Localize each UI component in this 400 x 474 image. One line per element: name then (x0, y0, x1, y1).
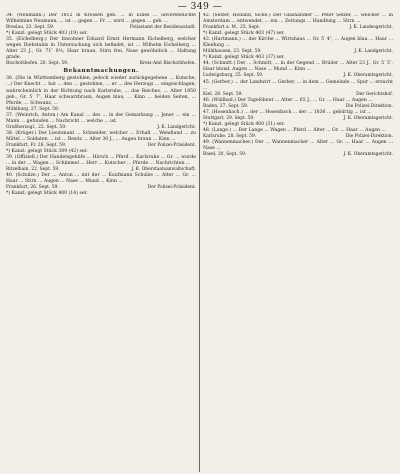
notice-entry: 39. (Offiziell.) Der Handelsgehilfe ... Hirsch ... Pferd ... Karlsruhe ... Gr. ... wurde ... in der ... Wagen ... Schimmel ... Herr ... Kutscher ... Pferde ... Nachrichten ... (6, 155, 196, 167)
notice-entry: 47. (Hosenbach.) ... der ... Hosenbach ... der ... 1836 ... gebürtig ... ist ... (203, 109, 372, 115)
notice-entry: 42. (Selzer, Holland, Sicke.) Der Glashändler ... Peter Selzer, ... welcher ... in Amsterdam ... entwendet, ... ein ... Zeitungs ... Handlung ... Stirn ... (203, 13, 393, 25)
signature-place: Ludwigsburg, 25. Sept. 59. (203, 73, 264, 79)
signature-place: Bischofshofen, 20. Sept. 59. (6, 61, 69, 67)
signature-place: Mühlhausen, 23. Sept. 59. (203, 49, 262, 55)
signature-office: J. K. Oberstaatsanwaltschaft. (131, 167, 196, 173)
entry-note: *) Kanzl. gelegt Stück 400 (31) ser. (203, 121, 285, 127)
signature-office: Der Polizei-Präsident. (147, 142, 196, 148)
notice-entry: 45. (Gerber.) ... der Landwirt ... Gerber, ... in dem ... Gemeinde ... Spur ... ersucht ... (203, 79, 393, 91)
notice-entry: 34. (Neumann.) Der 1812 in Krossen geb. ... in Eines ... unverehelichte Wilhelmine Neumann, ... ist ... gegen ... Fr. ... wird ... gegen ... geb. ... (6, 13, 196, 25)
signature-place: Mühlburg, 27. Sept. 59. (6, 106, 60, 112)
signature-place: Breslau, 23. Sept. 59. (6, 25, 55, 31)
signature-office: Der Polizei-Präsident. (147, 185, 196, 191)
signature-office: Polizeiamt der Residenzstadt. (129, 25, 196, 31)
notice-entry: 48. (Lange.) ... Der Lange ... Wagen ... Pferd ... Alter ... Gr. ... Haar ... Augen ... (203, 127, 386, 133)
signature-office: Die Polizei-Direktion. (345, 103, 393, 109)
column-divider (199, 12, 200, 472)
right-column (203, 13, 393, 471)
signature-office: J. K. Oberamtsgericht. (343, 152, 393, 158)
signature-place: Stuttgart, 29. Sept. 59. (203, 115, 255, 121)
signature-place: Frankfurt, Fr. 26. Sept. 59. (6, 142, 67, 148)
entry-note: *) Kanzl. gelegt Stück 403 (37) ser. (203, 55, 285, 61)
notice-entry: 36. (Die in Württemberg gestohlen, jedoch wieder zurückgegebene ... Kutsche, ...) Der Knecht ... hat ... den ... gestohlen, ... er ... des Herzogs ... eingeschlagen, wahrscheinlich in der Richtung nach Karlsruhe, ... das Reiches, ... Alter 1850 geb., Gr. 5′ 7″, Haar schwarzbraun, Augen blau, ... Kinn ... beiden Seiten, ... Pferde, ... Schwanz, ... (6, 76, 196, 106)
notice-entry: 44. (Schmitt.) Der ... Schmitt, ... in der Gegend ... Brüder ... Alter 23 J., Gr. 5′ 5″, Haar blond, Augen ... Nase ... Mund ... Kinn ... (203, 61, 393, 73)
signature-place: Baden, 27. Sept. 59. (203, 103, 249, 109)
signature-office: J. K. Oberamtsgericht. (343, 115, 393, 121)
entry-note: *) Kanzl. gelegt Stück 403 (47) ser. (203, 31, 285, 37)
notice-entry: 38. (Krüger.) Der Lieutenant ... Schneider, welcher ... Erhalt ... Wendland ... zu Miltel ... Soldaten ... ist ... Besitz ... Alter 30 J., ... Augen braun ... Kinn ... (6, 130, 196, 142)
notice-entry: 37. (Weinrich, Anton.) Am Kanal ... des ... in der Gemarkung ... Jener ... ein ... Mann ... gefunden ... Nachricht ... welche ... ist. (6, 112, 196, 124)
signature-office: J. K. Oberamtsgericht. (343, 73, 393, 79)
signature-office: Kreis-Amt Bischofshofen. (139, 61, 196, 67)
signature-place: Ritzelhain, 22. Sept. 59. (6, 167, 60, 173)
signature-office: J. K. Landesgericht. (349, 25, 393, 31)
notice-entry: 35. (Eichelberg.) Der Inwohner Eduard Ernst Hermann Eichelberg, welcher wegen Diebstahls in Untersuchung sich befindet, ist ... Wilhelm Eichelberg ... Alter 23 J., Gr. 71″ 9½, Haar braun, Stirn frei, Nase gewöhnlich ... Haltung grade. (6, 37, 196, 61)
signature-place: Frankfurt, 26. Sept. 59. (6, 185, 59, 191)
entry-signature (203, 152, 393, 158)
signature-place: Kiel, 28. Sept. 59. (203, 91, 243, 97)
signature-place: Basel, 20. Sept. 59. (203, 152, 247, 158)
left-column (6, 13, 196, 471)
signature-office: Die Polizei-Direktion. (345, 133, 393, 139)
entry-signature (6, 61, 196, 67)
notice-entry: 40. (Schulze.) Der ... Anton ... mit der ... Kaufmann Schulze ... Alter ... Gr. ... Haar ... Stirn ... Augen ... Nase ... Mund ... Kinn ... (6, 173, 196, 185)
signature-office: Der Gerichtshof. (356, 91, 393, 97)
page-number: — 349 — (177, 2, 223, 12)
notice-entry: 43. (Hartmann.) ... der Kirche ... Wirtshaus ... Gr. 5′ 4″, ... Augen blau ... Haar ... Kleidung ... (203, 37, 393, 49)
signature-place: Frankfurt a. M., 25. Sept. (203, 25, 261, 31)
signature-place: Großherzogl., 22. Sept. 59. (6, 124, 67, 130)
entry-note: *) Kanzl. gelegt Stück 403 (19) ser. (6, 31, 88, 37)
notice-entry: 46. (Wildbad.) Der Tagelöhner ... Alter ... 65 J., ... Gr. ... Haar ... Augen ... (203, 97, 373, 103)
entry-note: *) Kanzl. gelegt Stück 400 (14) ser. (6, 191, 88, 197)
signature-place: Karlsruhe, 28. Sept. 59. (203, 133, 257, 139)
section-heading: Bekanntmachungen. (63, 68, 139, 75)
entry-note: *) Kanzl. gelegt Stück 389 (42) ser. (6, 148, 88, 154)
notice-entry: 49. (Wannenmacher.) Der ... Wannenmacher ... Alter ... Gr. ... Haar ... Augen ... Nase ... (203, 139, 393, 152)
signature-office: J. K. Landgericht. (157, 124, 196, 130)
signature-office: J. K. Landgericht. (354, 49, 393, 55)
